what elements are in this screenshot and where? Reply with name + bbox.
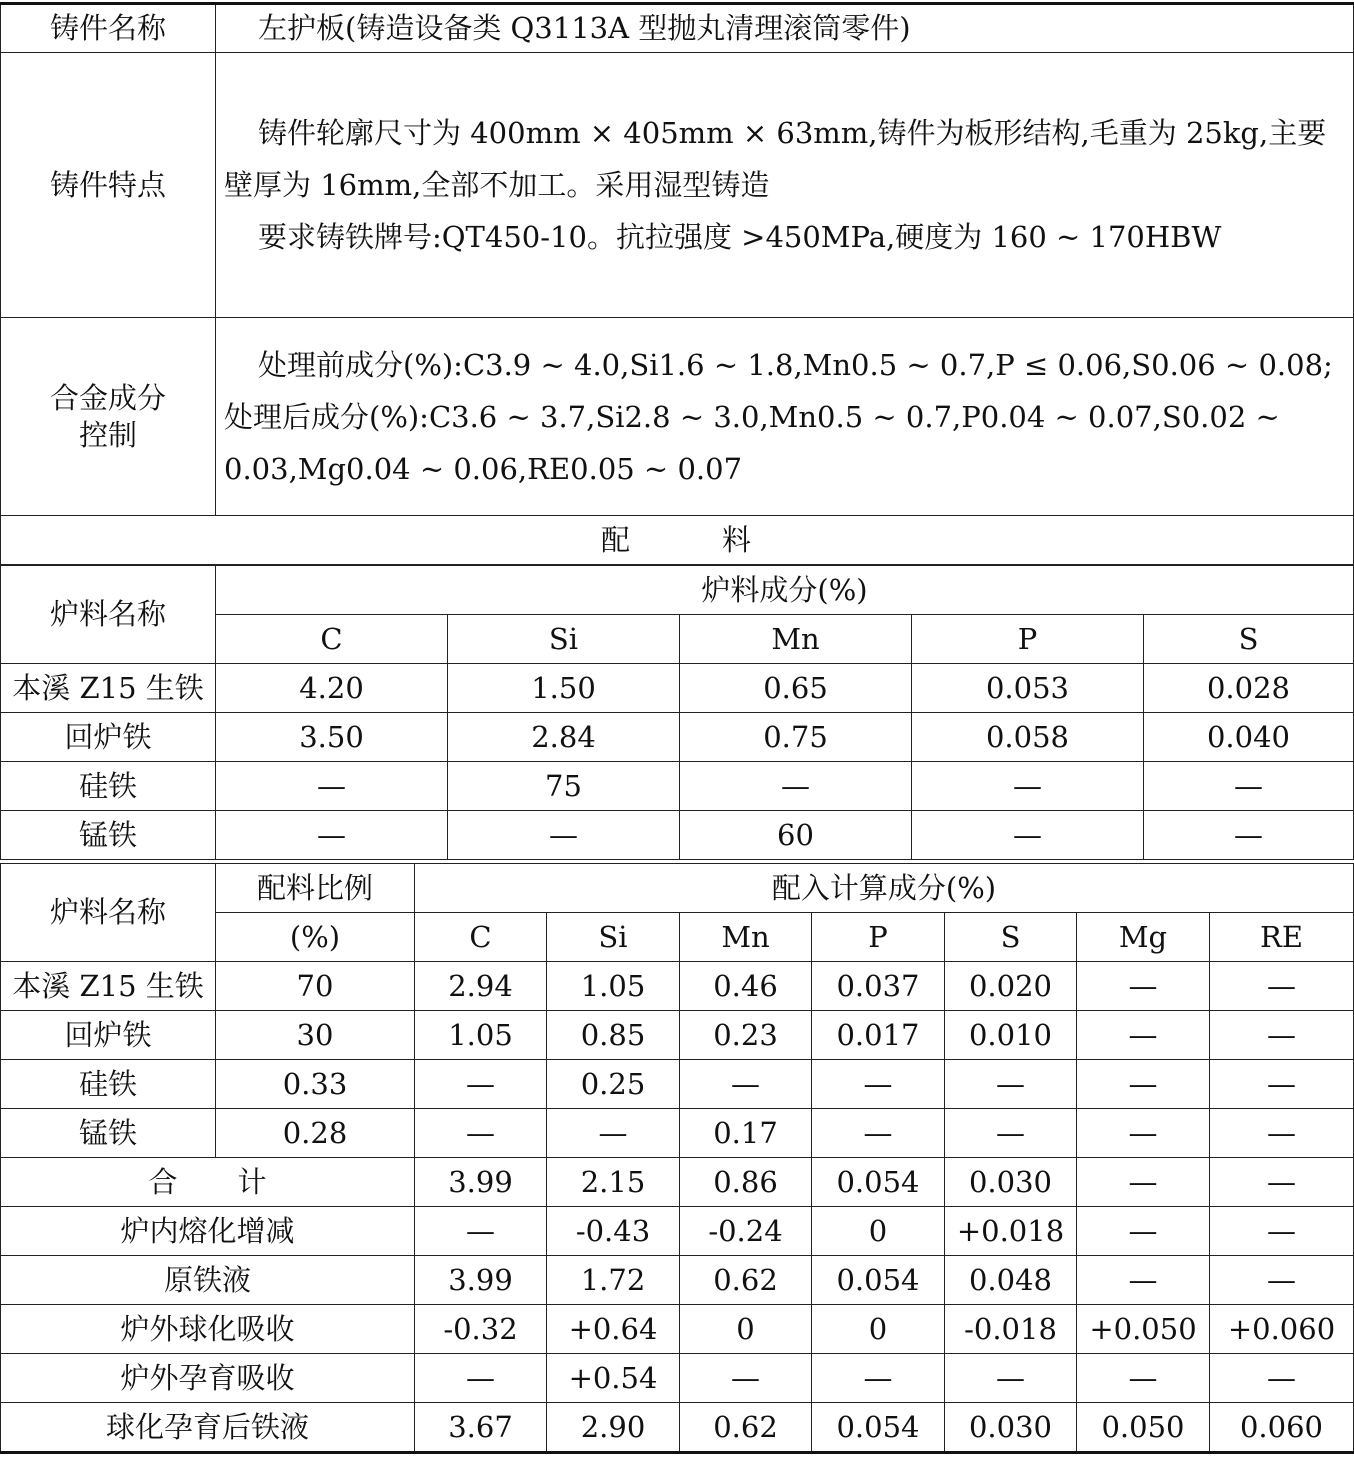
cell: +0.050 — [1077, 1305, 1210, 1354]
cell: 0.053 — [912, 664, 1144, 713]
features-line-2: 要求铸铁牌号:QT450-10。抗拉强度 >450MPa,硬度为 160 ~ 170HBW — [258, 220, 1222, 254]
cell: — — [415, 1109, 547, 1158]
cell: 0.62 — [680, 1403, 812, 1453]
total-label-a: 合 — [148, 1164, 178, 1199]
cell: — — [1210, 1354, 1354, 1403]
cell: 0.020 — [945, 962, 1077, 1011]
table-row — [1, 1109, 1354, 1158]
cell: — — [1077, 1109, 1210, 1158]
cell: — — [680, 1354, 812, 1403]
cell: — — [1144, 811, 1354, 860]
batching-title-b: 料 — [722, 522, 754, 557]
cell: — — [912, 762, 1144, 811]
summary-row-total — [1, 1158, 1354, 1207]
cell: 0.030 — [945, 1403, 1077, 1453]
cell: -0.32 — [415, 1305, 547, 1354]
charge-col-mn: Mn — [680, 615, 912, 664]
summary-row — [1, 1207, 1354, 1256]
table-row — [1, 962, 1354, 1011]
cell: — — [812, 1060, 945, 1109]
charge-header-row-1 — [1, 566, 1354, 615]
cell: 4.20 — [216, 664, 448, 713]
table-row — [1, 1060, 1354, 1109]
cell: 0.050 — [1077, 1403, 1210, 1453]
summary-row — [1, 1256, 1354, 1305]
summary-row — [1, 1403, 1354, 1453]
features-label: 铸件特点 — [1, 53, 216, 318]
calc-header-row-1 — [1, 864, 1354, 913]
cell: 3.50 — [216, 713, 448, 762]
cell: — — [1210, 962, 1354, 1011]
summary-row — [1, 1354, 1354, 1403]
summary-label: 球化孕育后铁液 — [1, 1403, 415, 1453]
cell: 2.84 — [448, 713, 680, 762]
charge-composition-table — [0, 565, 1354, 860]
calc-col-s: S — [945, 913, 1077, 962]
cell: — — [448, 811, 680, 860]
cell: 0.010 — [945, 1011, 1077, 1060]
batching-title-a: 配 — [600, 522, 632, 557]
alloy-label — [1, 318, 216, 516]
cell: 0 — [812, 1305, 945, 1354]
row-name: 回炉铁 — [1, 713, 216, 762]
ratio-cell: 0.33 — [216, 1060, 415, 1109]
cell: 0.017 — [812, 1011, 945, 1060]
calc-name-header: 炉料名称 — [1, 864, 216, 962]
ratio-cell: 30 — [216, 1011, 415, 1060]
cell: 0.62 — [680, 1256, 812, 1305]
cell: — — [1210, 1011, 1354, 1060]
cell: — — [945, 1060, 1077, 1109]
cell: 2.94 — [415, 962, 547, 1011]
cell: — — [1077, 1158, 1210, 1207]
cell: — — [216, 811, 448, 860]
charge-col-si: Si — [448, 615, 680, 664]
cell: 1.05 — [415, 1011, 547, 1060]
features-line-1: 铸件轮廓尺寸为 400mm × 405mm × 63mm,铸件为板形结构,毛重为 25kg,主要壁厚为 16mm,全部不加工。采用湿型铸造 — [224, 116, 1327, 202]
summary-label: 原铁液 — [1, 1256, 415, 1305]
cell: 0.85 — [547, 1011, 680, 1060]
total-label-b: 计 — [237, 1164, 267, 1199]
cell: — — [945, 1354, 1077, 1403]
features-cell — [216, 53, 1354, 318]
cell: 0 — [812, 1207, 945, 1256]
ratio-cell: 70 — [216, 962, 415, 1011]
calc-group-header: 配入计算成分(%) — [415, 864, 1354, 913]
charge-name-header: 炉料名称 — [1, 566, 216, 664]
total-label — [1, 1158, 415, 1207]
batching-title-row — [1, 516, 1354, 565]
casting-info-table — [0, 2, 1354, 565]
cell: — — [1210, 1207, 1354, 1256]
alloy-label-line-1: 合金成分 — [49, 381, 166, 416]
cell: 1.72 — [547, 1256, 680, 1305]
cell: 0.060 — [1210, 1403, 1354, 1453]
cell: — — [1077, 1011, 1210, 1060]
cell: 0.86 — [680, 1158, 812, 1207]
cell: — — [812, 1109, 945, 1158]
cell: -0.43 — [547, 1207, 680, 1256]
summary-row — [1, 1305, 1354, 1354]
cell: — — [1210, 1060, 1354, 1109]
cell: 2.15 — [547, 1158, 680, 1207]
alloy-row — [1, 318, 1354, 516]
calc-ratio-header-2: (%) — [216, 913, 415, 962]
cell: 0.058 — [912, 713, 1144, 762]
cell: +0.64 — [547, 1305, 680, 1354]
cell: — — [415, 1060, 547, 1109]
cell: — — [547, 1109, 680, 1158]
cell: — — [912, 811, 1144, 860]
charge-group-header: 炉料成分(%) — [216, 566, 1354, 615]
table-row — [1, 664, 1354, 713]
cell: +0.060 — [1210, 1305, 1354, 1354]
cell: — — [680, 762, 912, 811]
cell: 0.037 — [812, 962, 945, 1011]
cell: -0.24 — [680, 1207, 812, 1256]
summary-label: 炉外球化吸收 — [1, 1305, 415, 1354]
calc-col-re: RE — [1210, 913, 1354, 962]
cell: 3.67 — [415, 1403, 547, 1453]
cell: +0.54 — [547, 1354, 680, 1403]
row-name: 本溪 Z15 生铁 — [1, 664, 216, 713]
cell: — — [945, 1109, 1077, 1158]
cell: 0.46 — [680, 962, 812, 1011]
row-name: 锰铁 — [1, 1109, 216, 1158]
ratio-cell: 0.28 — [216, 1109, 415, 1158]
cell: 0.054 — [812, 1403, 945, 1453]
charge-col-c: C — [216, 615, 448, 664]
table-row — [1, 1011, 1354, 1060]
cell: — — [680, 1060, 812, 1109]
cell: 1.05 — [547, 962, 680, 1011]
batching-title — [1, 516, 1354, 565]
cell: — — [415, 1354, 547, 1403]
cell: — — [1210, 1256, 1354, 1305]
cell: — — [1144, 762, 1354, 811]
cell: 2.90 — [547, 1403, 680, 1453]
cell: 0.054 — [812, 1158, 945, 1207]
cell: 0 — [680, 1305, 812, 1354]
cell: 0.25 — [547, 1060, 680, 1109]
row-name: 硅铁 — [1, 762, 216, 811]
cell: — — [1077, 962, 1210, 1011]
calc-col-mg: Mg — [1077, 913, 1210, 962]
features-row — [1, 53, 1354, 318]
calculated-composition-table — [0, 863, 1354, 1454]
cell: 0.054 — [812, 1256, 945, 1305]
table-row — [1, 762, 1354, 811]
cell: — — [216, 762, 448, 811]
calc-ratio-header-1: 配料比例 — [216, 864, 415, 913]
cell: — — [1210, 1158, 1354, 1207]
calc-col-mn: Mn — [680, 913, 812, 962]
cell: 1.50 — [448, 664, 680, 713]
calc-col-c: C — [415, 913, 547, 962]
cell: 0.23 — [680, 1011, 812, 1060]
charge-col-s: S — [1144, 615, 1354, 664]
cell: 3.99 — [415, 1256, 547, 1305]
cell: 60 — [680, 811, 912, 860]
casting-name-value: 左护板(铸造设备类 Q3113A 型抛丸清理滚筒零件) — [216, 4, 1354, 53]
cell: 0.028 — [1144, 664, 1354, 713]
summary-label: 炉外孕育吸收 — [1, 1354, 415, 1403]
cell: 0.048 — [945, 1256, 1077, 1305]
cell: — — [1077, 1354, 1210, 1403]
alloy-cell — [216, 318, 1354, 516]
row-name: 回炉铁 — [1, 1011, 216, 1060]
cell: — — [1210, 1109, 1354, 1158]
row-name: 本溪 Z15 生铁 — [1, 962, 216, 1011]
cell: 0.040 — [1144, 713, 1354, 762]
calc-col-si: Si — [547, 913, 680, 962]
row-name: 锰铁 — [1, 811, 216, 860]
cell: 0.030 — [945, 1158, 1077, 1207]
cell: — — [415, 1207, 547, 1256]
alloy-label-line-2: 控制 — [78, 417, 137, 452]
cell: -0.018 — [945, 1305, 1077, 1354]
cell: — — [1077, 1060, 1210, 1109]
row-name: 硅铁 — [1, 1060, 216, 1109]
casting-name-row — [1, 4, 1354, 53]
calc-col-p: P — [812, 913, 945, 962]
cell: +0.018 — [945, 1207, 1077, 1256]
cell: — — [1077, 1207, 1210, 1256]
alloy-text: 处理前成分(%):C3.9 ~ 4.0,Si1.6 ~ 1.8,Mn0.5 ~ 0.7,P ≤ 0.06,S0.06 ~ 0.08;处理后成分(%):C3.6 ~ 3.7,Si2.8 ~ 3.0,Mn0.5 ~ 0.7,P0.04 ~ 0.07,S0.02 ~ 0.03,Mg0.04 ~ 0.06,RE0.05 ~ 0.07 — [224, 347, 1333, 486]
table-row — [1, 713, 1354, 762]
table-row — [1, 811, 1354, 860]
cell: — — [1077, 1256, 1210, 1305]
casting-name-label: 铸件名称 — [1, 4, 216, 53]
cell: 0.75 — [680, 713, 912, 762]
charge-col-p: P — [912, 615, 1144, 664]
cell: 0.65 — [680, 664, 912, 713]
cell: 75 — [448, 762, 680, 811]
summary-label: 炉内熔化增减 — [1, 1207, 415, 1256]
cell: 3.99 — [415, 1158, 547, 1207]
cell: — — [812, 1354, 945, 1403]
cell: 0.17 — [680, 1109, 812, 1158]
